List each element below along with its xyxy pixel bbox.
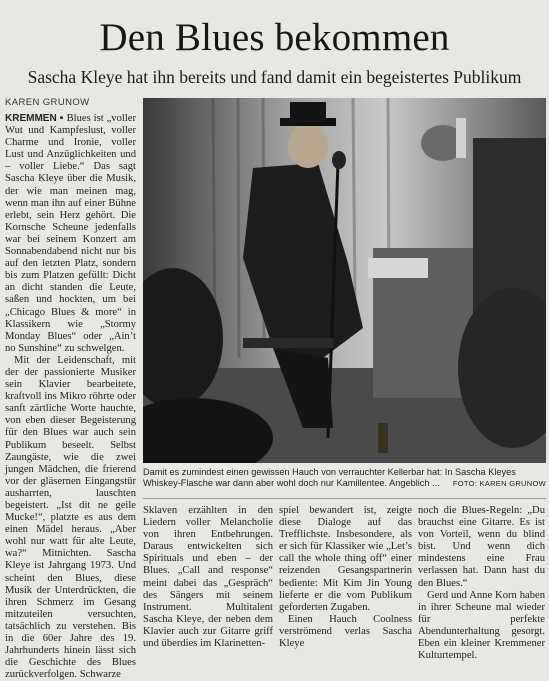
article-column-2 xyxy=(143,505,273,650)
pianist-image xyxy=(143,98,546,463)
lead-text: ▪ Blues ist „voller Wut und Kampfeslust, voller Charme und Ironie, voller Lust und Anzüglichkeiten und – voller Liebe.“ Das sagt Sascha Kleye über die Musik, der wie man meinen mag, wenn man ihn auf einer Bühne erlebt, sein Herz gehört. Die Kornsche Scheune jedenfalls war bei seinem Konzert am Sonnabendabend nicht nur bis auf den letzten Platz, sondern bis zum Platzen gefüllt: Dicht an dicht standen die Leute, saßen und hockten, um bei „Chicago Blues & more“ in Klassikern wie „Stormy Monday Blues“ oder „Ain’t no Sunshine“ zu schwelgen. xyxy=(5,113,136,354)
photo-caption xyxy=(143,467,546,489)
paragraph: Einen Hauch Coolness verströmend verlas Sascha Kleye xyxy=(279,613,412,650)
article-column-1 xyxy=(5,113,136,681)
concert-photo xyxy=(143,98,546,463)
author-byline: KAREN GRUNOW xyxy=(5,97,90,108)
paragraph: Gerd und Anne Korn haben in ihrer Scheune mal wieder für perfekte Abendunterhaltung gesorgt. Eben ein kleiner Kremmener Kulturtempel. xyxy=(418,589,545,662)
paragraph: noch die Blues-Regeln: „Du brauchst eine Gitarre. Es ist von Vorteil, wenn du blind bist. Und wenn dich mindestens eine Frau verlassen hat. Dann hast du den Blues.“ xyxy=(418,505,545,589)
article-column-3 xyxy=(279,505,412,650)
dateline: KREMMEN xyxy=(5,113,57,124)
caption-text: Damit es zumindest einen gewissen Hauch von verrauchter Kellerbar hat: In Sascha Kleyes Whiskey-Flasche war dann aber wohl doch nur Kamillentee. Angeblich ... xyxy=(143,467,516,488)
photo-credit: FOTO: KAREN GRUNOW xyxy=(452,479,546,488)
headline: Den Blues bekommen xyxy=(99,16,450,59)
caption-divider xyxy=(143,498,546,499)
lead-paragraph xyxy=(5,113,136,355)
subheadline: Sascha Kleye hat ihn bereits und fand damit ein begeistertes Publikum xyxy=(27,67,522,87)
article-column-4 xyxy=(418,505,545,662)
paragraph: Sklaven erzählten in den Liedern voller Melancholie von ihren Entbehrungen. Daraus entwickelten sich Spirituals und eben – der Blues. „Call and response“ meint dabei das „Gespräch“ des Sängers mit seinem Instrument. Multitalent Sascha Kleye, der neben dem Klavier auch zur Gitarre griff und überdies im Klarinetten- xyxy=(143,505,273,650)
paragraph: Mit der Leidenschaft, mit der der passionierte Musiker sein Klavier bearbeitete, kraftvoll ins Mikro röhrte oder sanft zärtliche Worte hauchte, von eben dieser Begeisterung für den Blues war auch sein Publikum beseelt. Selbst Zaungäste, wie die zwei jungen Mädchen, die frierend vor der gläsernen Eingangstür ausharrten, lauschten begeistert. „Ist dit ne geile Mucke!“, platzte es aus dem einen Mädel heraus. „Aber wohl nur watt für alte Leute, wa?“ Mitnichten. Sascha Kleye ist Jahrgang 1973. Und scheint den Blues, diese Musik der Unterdrückten, die ihren Schmerz im Gesang mitzuteilen versuchten, tatsächlich zu verstehen. Bis in die 60er Jahre des 19. Jahrhunderts hinein lässt sich die Geschichte des Blues zurückverfolgen. Schwarze xyxy=(5,354,136,681)
paragraph: spiel bewandert ist, zeigte diese Dialoge auf das Trefflichste. Insbesondere, als er sich für Klassiker wie „Let’s call the whole thing off“ einer reizenden Gesangspartnerin bediente: Mit Kim Jin Young lieferte er die vom Publikum geforderten Zugaben. xyxy=(279,505,412,613)
